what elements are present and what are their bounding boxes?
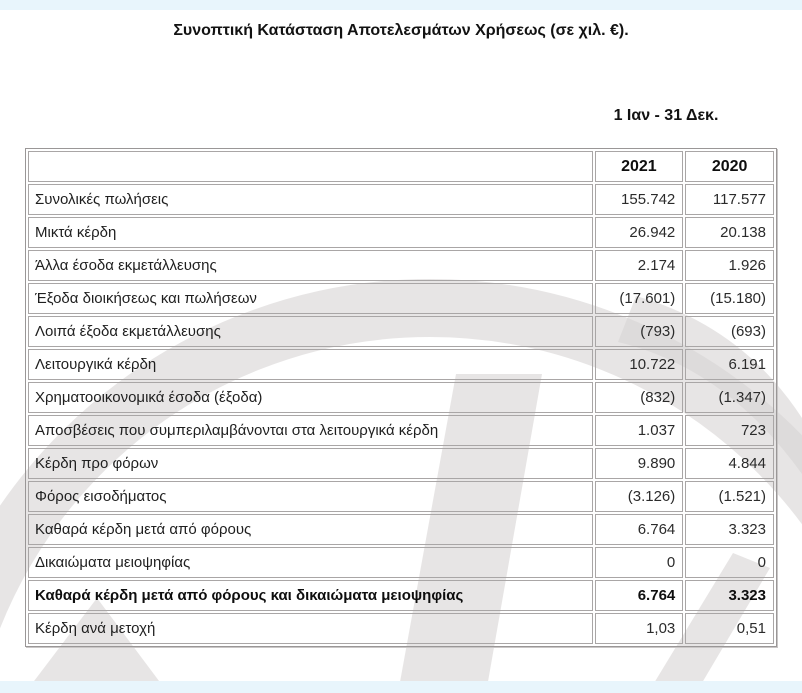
row-label: Φόρος εισοδήματος	[28, 481, 593, 512]
value-2021: (832)	[595, 382, 684, 413]
table-row	[28, 580, 774, 611]
value-2020: (693)	[685, 316, 774, 347]
table-row	[28, 184, 774, 215]
value-2020: 117.577	[685, 184, 774, 215]
value-2021: 155.742	[595, 184, 684, 215]
value-2021: 6.764	[595, 514, 684, 545]
value-2020: 0,51	[685, 613, 774, 644]
value-2020: 4.844	[685, 448, 774, 479]
value-2020: 0	[685, 547, 774, 578]
table-header-row	[28, 151, 774, 182]
row-label: Άλλα έσοδα εκμετάλλευσης	[28, 250, 593, 281]
year-column-2020: 2020	[685, 151, 774, 182]
table-body	[28, 184, 774, 644]
row-label: Λειτουργικά κέρδη	[28, 349, 593, 380]
value-2020: (1.521)	[685, 481, 774, 512]
value-2020: 1.926	[685, 250, 774, 281]
value-2020: 20.138	[685, 217, 774, 248]
table-row	[28, 448, 774, 479]
row-label: Χρηματοοικονομικά έσοδα (έξοδα)	[28, 382, 593, 413]
table-row	[28, 514, 774, 545]
row-label: Μικτά κέρδη	[28, 217, 593, 248]
value-2020: 723	[685, 415, 774, 446]
value-2021: 0	[595, 547, 684, 578]
page-top-edge	[0, 0, 802, 10]
period-label: 1 Ιαν - 31 Δεκ.	[613, 107, 719, 124]
page-bottom-edge	[0, 681, 802, 693]
table-row	[28, 250, 774, 281]
year-column-2021: 2021	[595, 151, 684, 182]
value-2020: 6.191	[685, 349, 774, 380]
row-label: Κέρδη προ φόρων	[28, 448, 593, 479]
table-row	[28, 217, 774, 248]
value-2021: 1,03	[595, 613, 684, 644]
table-row	[28, 283, 774, 314]
table-row	[28, 316, 774, 347]
value-2020: 3.323	[685, 514, 774, 545]
row-label-header	[28, 151, 593, 182]
table-row	[28, 382, 774, 413]
row-label: Λοιπά έξοδα εκμετάλλευσης	[28, 316, 593, 347]
income-statement-table	[25, 148, 777, 647]
page-title: Συνοπτική Κατάσταση Αποτελεσμάτων Χρήσεως (σε χιλ. €).	[173, 22, 629, 39]
row-label: Αποσβέσεις που συμπεριλαμβάνονται στα λειτουργικά κέρδη	[28, 415, 593, 446]
table-row	[28, 415, 774, 446]
row-label: Δικαιώματα μειοψηφίας	[28, 547, 593, 578]
value-2020: (1.347)	[685, 382, 774, 413]
value-2021: 26.942	[595, 217, 684, 248]
value-2020: 3.323	[685, 580, 774, 611]
value-2021: 2.174	[595, 250, 684, 281]
table-row	[28, 547, 774, 578]
value-2021: (17.601)	[595, 283, 684, 314]
value-2021: (793)	[595, 316, 684, 347]
value-2021: 1.037	[595, 415, 684, 446]
value-2021: 10.722	[595, 349, 684, 380]
table-row	[28, 349, 774, 380]
row-label: Καθαρά κέρδη μετά από φόρους	[28, 514, 593, 545]
row-label: Καθαρά κέρδη μετά από φόρους και δικαιώματα μειοψηφίας	[28, 580, 593, 611]
row-label: Κέρδη ανά μετοχή	[28, 613, 593, 644]
row-label: Έξοδα διοικήσεως και πωλήσεων	[28, 283, 593, 314]
value-2021: 6.764	[595, 580, 684, 611]
table-row	[28, 613, 774, 644]
value-2021: 9.890	[595, 448, 684, 479]
value-2020: (15.180)	[685, 283, 774, 314]
value-2021: (3.126)	[595, 481, 684, 512]
table-row	[28, 481, 774, 512]
row-label: Συνολικές πωλήσεις	[28, 184, 593, 215]
